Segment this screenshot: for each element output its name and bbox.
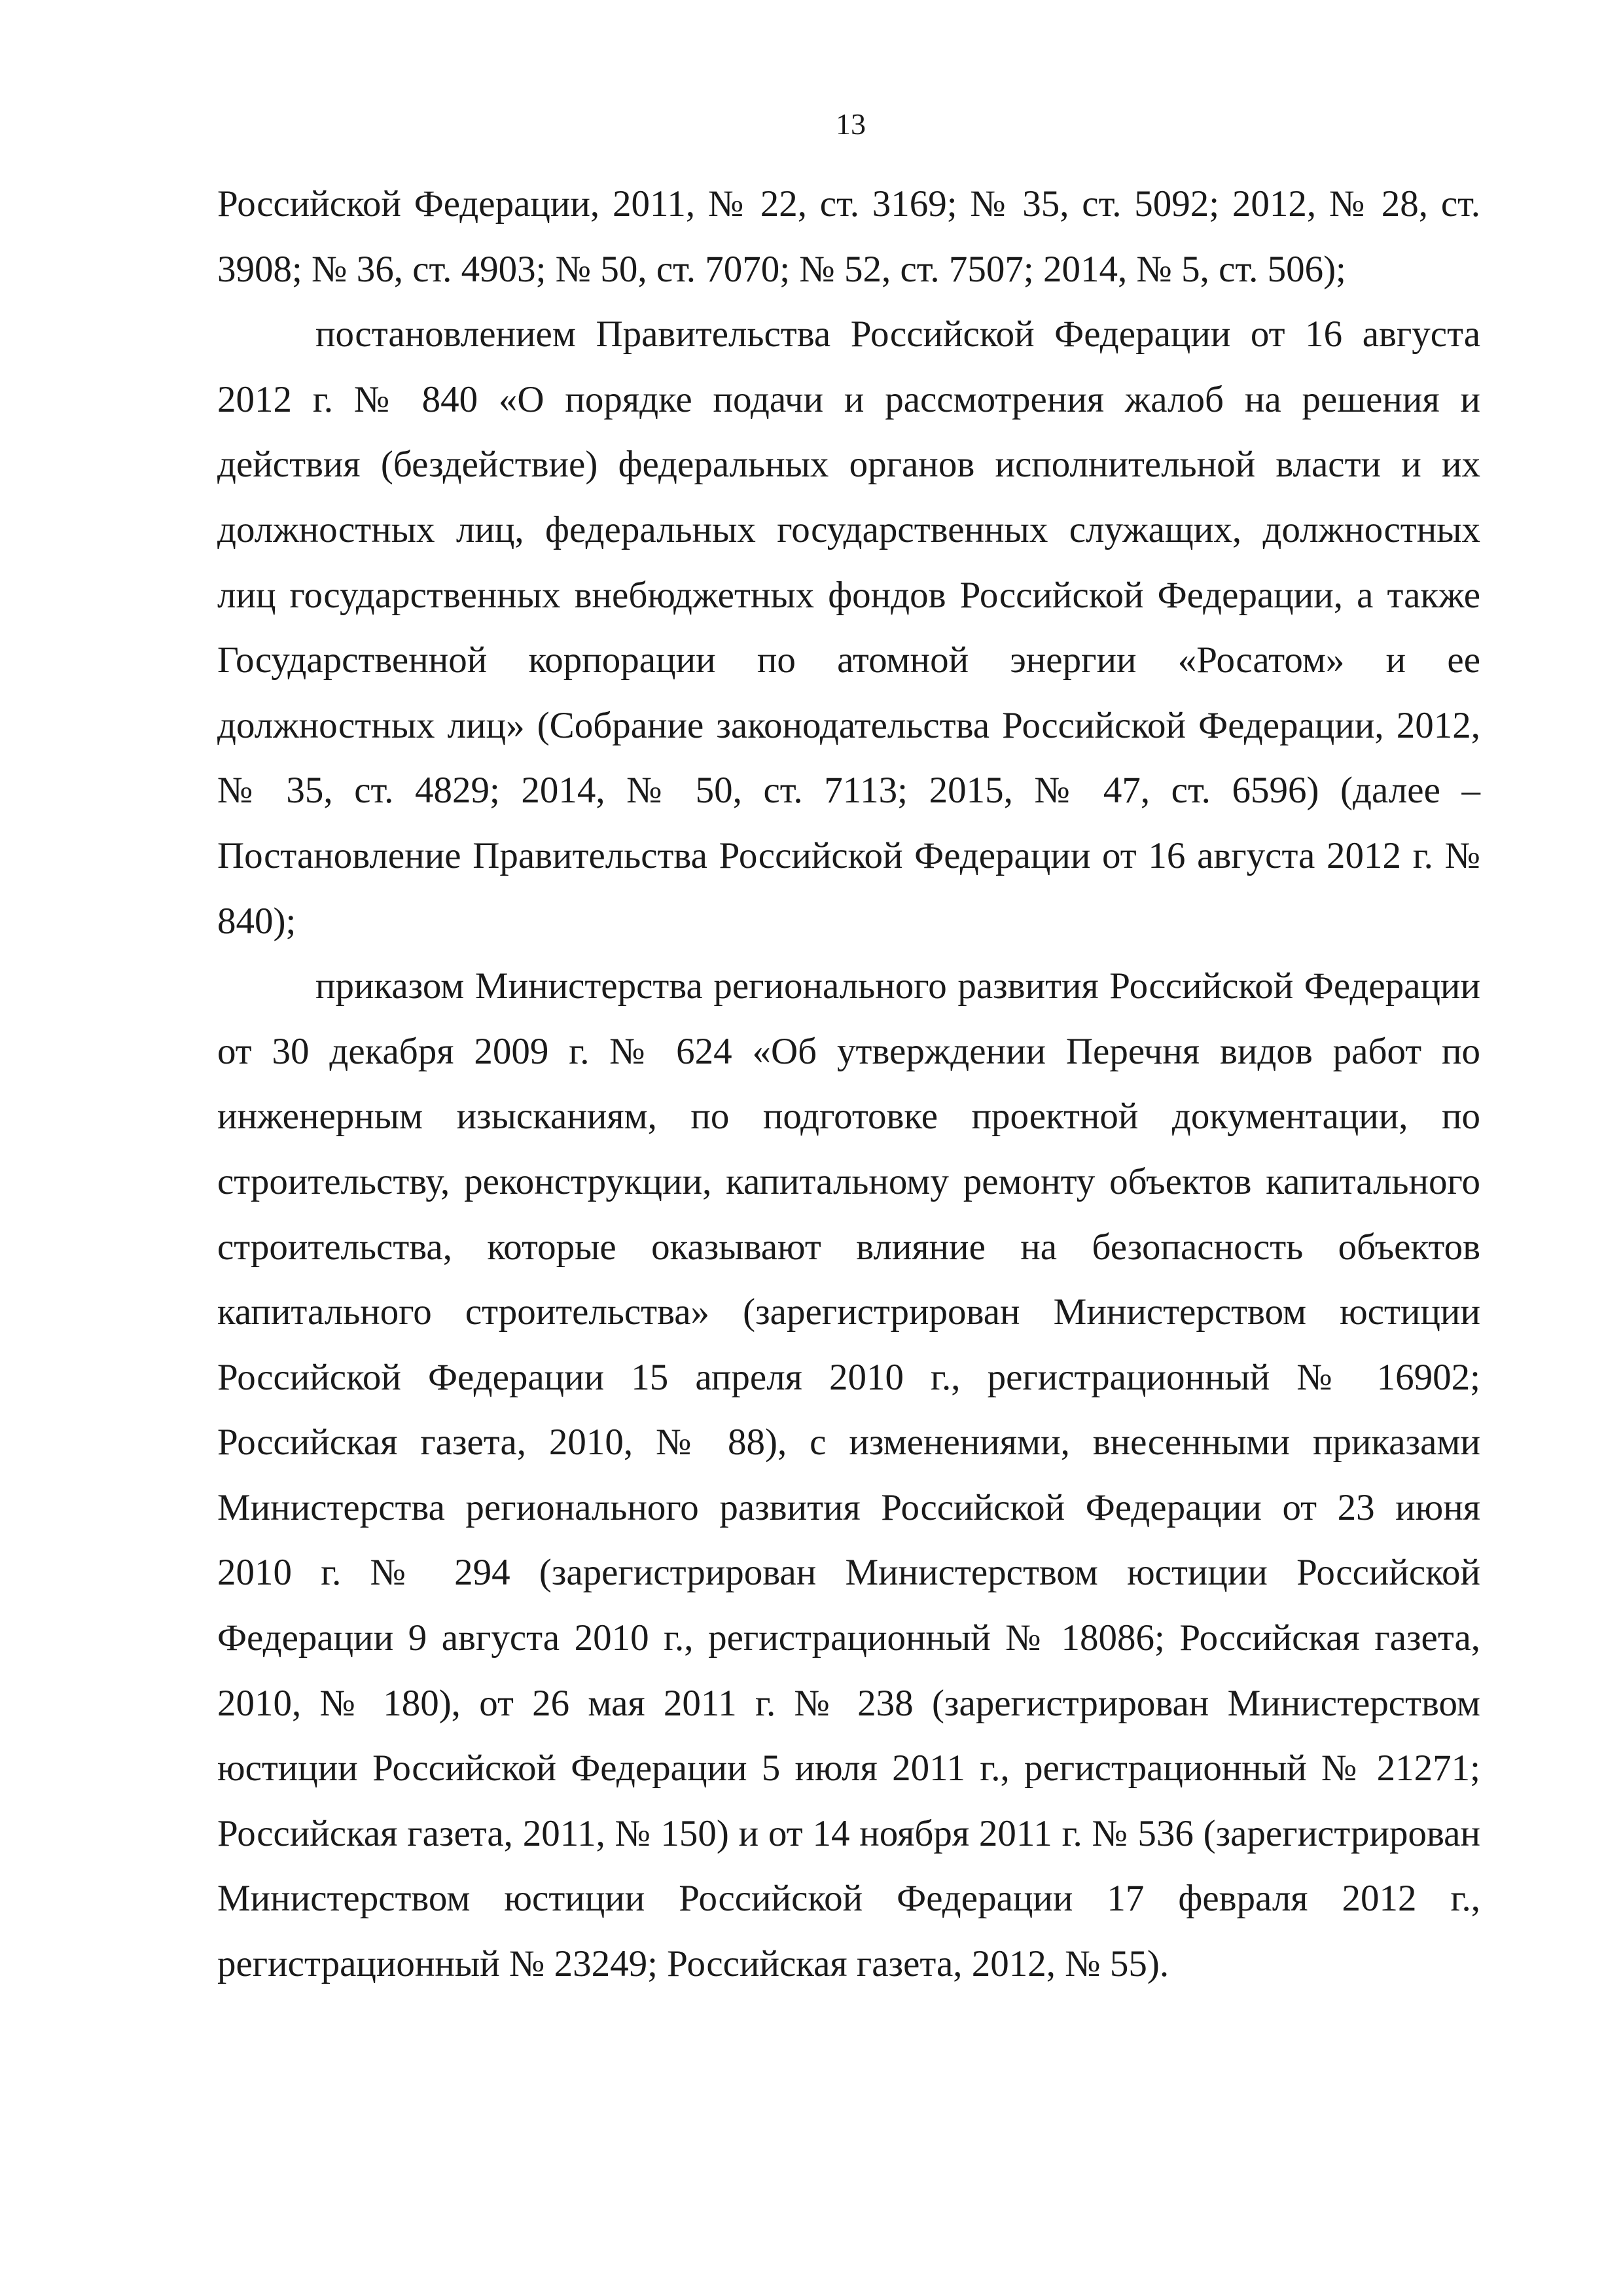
paragraph-continuation: Российской Федерации, 2011, № 22, ст. 3169; № 35, ст. 5092; 2012, № 28, ст. 3908; № 36, ст. 4903; № 50, ст. 7070; № 52, ст. 7507; 2014, № 5, ст. 506); — [217, 183, 1480, 290]
paragraph-government-decree: постановлением Правительства Российской Федерации от 16 августа 2012 г. № 840 «О порядке подачи и рассмотрения жалоб на решения и действия (бездействие) федеральных органов исполнительной власти и их должностных лиц, федеральных государственных служащих, должностных лиц государственных внебюджетных фондов Российской Федерации, а также Государственной корпорации по атомной энергии «Росатом» и ее должностных лиц» (Собрание законодательства Российской Федерации, 2012, № 35, ст. 4829; 2014, № 50, ст. 7113; 2015, № 47, ст. 6596) (далее – Постановление Правительства Российской Федерации от 16 августа 2012 г. № 840); — [217, 314, 1480, 942]
document-body — [217, 171, 1480, 1997]
paragraph-ministry-order: приказом Министерства регионального развития Российской Федерации от 30 декабря 2009 г. № 624 «Об утверждении Перечня видов работ по инженерным изысканиям, по подготовке проектной документации, по строительству, реконструкции, капитальному ремонту объектов капитального строительства, которые оказывают влияние на безопасность объектов капитального строительства» (зарегистрирован Министерством юстиции Российской Федерации 15 апреля 2010 г., регистрационный № 16902; Российская газета, 2010, № 88), с изменениями, внесенными приказами Министерства регионального развития Российской Федерации от 23 июня 2010 г. № 294 (зарегистрирован Министерством юстиции Российской Федерации 9 августа 2010 г., регистрационный № 18086; Российская газета, 2010, № 180), от 26 мая 2011 г. № 238 (зарегистрирован Министерством юстиции Российской Федерации 5 июля 2011 г., регистрационный № 21271; Российская газета, 2011, № 150) и от 14 ноября 2011 г. № 536 (зарегистрирован Министерством юстиции Российской Федерации 17 февраля 2012 г., регистрационный № 23249; Российская газета, 2012, № 55). — [217, 965, 1480, 1985]
page-number: 13 — [836, 107, 866, 141]
